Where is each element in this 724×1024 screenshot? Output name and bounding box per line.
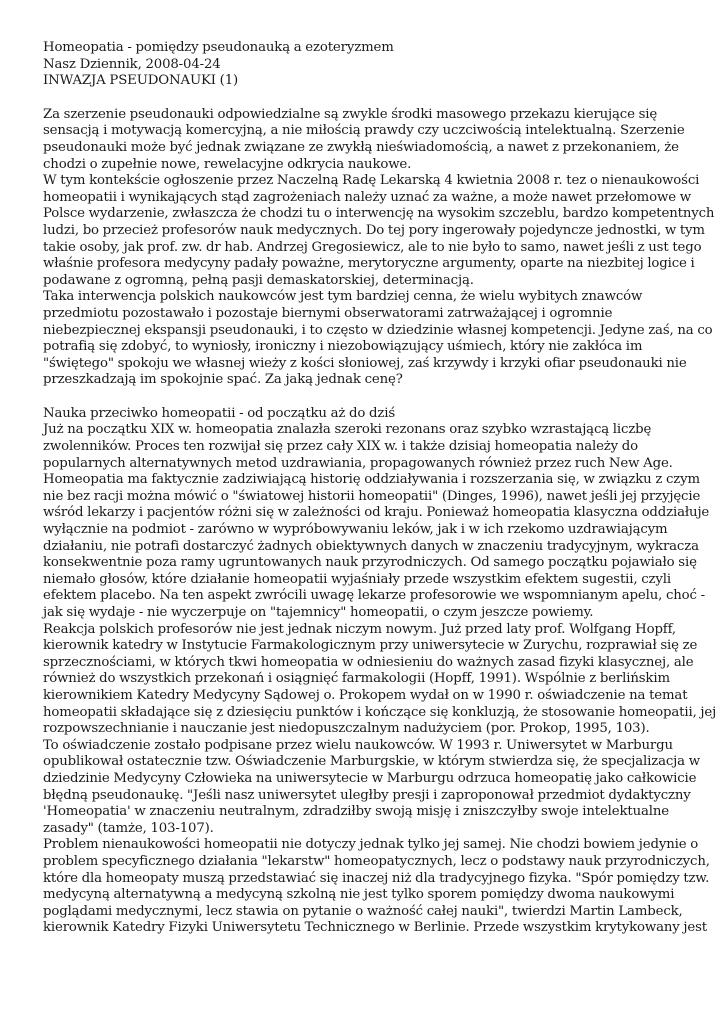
text-line: problem specyficznego działania "lekarstw" homeopatycznych, lecz o podstawy nauk przyrodniczych, (43, 853, 710, 869)
text-line: Polsce wydarzenie, zwłaszcza że chodzi tu o interwencję na wysokim szczeblu, bardzo kompetentnych (43, 206, 715, 222)
text-line: wśród lekarzy i pacjentów różni się w zależności od kraju. Ponieważ homeopatia klasyczna oddziałuje (43, 505, 710, 521)
text-line: działaniu, nie potrafi dostarczyć żadnych obiektywnych danych w znaczeniu tradycyjnym, wykracza (43, 538, 699, 554)
text-line: medycyną alternatywną a medycyną szkolną nie jest tylko sporem pomiędzy dwoma naukowymi (43, 887, 675, 903)
text-line: efektem placebo. Na ten aspekt zwrócili uwagę lekarze profesorowie we wspomnianym apelu, choć - (43, 588, 705, 604)
text-line: Już na początku XIX w. homeopatia znalazła szeroki rezonans oraz szybko wzrastającą liczbę (43, 422, 652, 438)
article-series: INWAZJA PSEUDONAUKI (1) (43, 73, 239, 89)
text-line: zwolenników. Proces ten rozwijał się przez cały XIX w. i także dzisiaj homeopatia należy do (43, 439, 639, 455)
text-line: poglądami medycznymi, lecz stawia on pytanie o ważność całej nauki", twierdzi Martin Lambeck, (43, 903, 683, 919)
text-line: ludzi, bo przecież profesorów nauk medycznych. Do tej pory ingerowały pojedyncze jednostki, w tym (43, 222, 705, 238)
document-page (43, 40, 717, 937)
text-line: właśnie profesora medycyny padały poważne, merytoryczne argumenty, oparte na niezbitej logice i (43, 256, 695, 272)
section-heading: Nauka przeciwko homeopatii - od początku aż do dziś (43, 405, 396, 421)
text-line: Taka interwencja polskich naukowców jest tym bardziej cenna, że wielu wybitych znawców (43, 289, 643, 305)
text-line: które dla homeopaty muszą przedstawiać się inaczej niż dla tradycyjnego fizyka. "Spór pomiędzy tzw. (43, 870, 710, 886)
section-intro (43, 106, 715, 389)
text-line: rozpowszechnianie i nauczanie jest niedopuszczalnym nadużyciem (por. Prokop, 1995, 103). (43, 721, 650, 737)
text-line: nie bez racji można mówić o "światowej historii homeopatii" (Dinges, 1996), nawet jeśli jej przyjęcie (43, 488, 701, 504)
text-line: przedmiotu pozostawało i pozostaje biernymi obserwatorami zatrważającej i ogromnie (43, 305, 613, 321)
text-line: chodzi o zupełnie nowe, rewelacyjne odkrycia naukowe. (43, 156, 412, 172)
text-line: Homeopatia ma faktycznie zadziwiającą historię oddziaływania i rozszerzania się, w związku z czym (43, 472, 700, 488)
text-line: niemało głosów, które działanie homeopatii wyjaśniały przede wszystkim efektem sugestii, czyli (43, 571, 671, 587)
text-line: "świętego" spokoju we własnej wieży z kości słoniowej, zaś krzywdy i krzyki ofiar pseudonauki nie (43, 355, 687, 371)
text-line: dziedzinie Medycyny Człowieka na uniwersytecie w Marburgu odrzuca homeopatię jako całkowicie (43, 770, 697, 786)
article-source: Nasz Dziennik, 2008-04-24 (43, 56, 221, 72)
text-line: kierownikiem Katedry Medycyny Sądowej o. Prokopem wydał on w 1990 r. oświadczenie na temat (43, 687, 688, 703)
text-line: jak się wydaje - nie wyczerpuje on "tajemnicy" homeopatii, o czym jeszcze powiemy. (43, 605, 594, 620)
text-line: wyłącznie na podmiot - zarówno w wypróbowywaniu leków, jak i w ich rzekomo uzdrawiającym (43, 522, 668, 538)
text-line: sprzecznościami, w których tkwi homeopatia w odniesieniu do ważnych zasad fizyki klasycznej, ale (43, 654, 694, 670)
text-line: popularnych alternatywnych metod uzdrawiania, propagowanych również przez ruch New Age. (43, 455, 673, 471)
text-line: homeopatii składające się z dziesięciu punktów i kończące się konkluzją, że stosowanie homeopatii, jej (43, 704, 717, 720)
section-history (43, 422, 717, 936)
text-line: Za szerzenie pseudonauki odpowiedzialne są zwykle środki masowego przekazu kierujące się (43, 106, 658, 122)
text-line: kierownik katedry w Instytucie Farmakologicznym przy uniwersytecie w Zurychu, rozprawiał się ze (43, 638, 698, 654)
text-line: takie osoby, jak prof. zw. dr hab. Andrzej Gregosiewicz, ale to nie było to samo, nawet jeśli z ust tego (43, 239, 702, 255)
text-line: opublikował ostatecznie tzw. Oświadczenie Marburgskie, w którym stwierdza się, że specjalizacja w (43, 754, 700, 770)
text-line: pseudonauki może być jednak związane ze zwykłą nieświadomością, a nawet z przekonaniem, że (43, 139, 679, 155)
text-line: W tym kontekście ogłoszenie przez Naczelną Radę Lekarską 4 kwietnia 2008 r. tez o nienaukowości (43, 173, 700, 189)
text-line: konsekwentnie poza ramy ugruntowanych nauk przyrodniczych. Od samego początku pojawiało się (43, 555, 697, 571)
text-line: niebezpiecznej ekspansji pseudonauki, i to często w dziedzinie własnej kompetencji. Jedyne zaś, na co (43, 322, 713, 338)
article-title: Homeopatia - pomiędzy pseudonauką a ezoteryzmem (43, 40, 394, 55)
text-line: potrafią się zdobyć, to wyniosły, ironiczny i niezobowiązujący uśmiech, który nie zakłóca im (43, 339, 643, 355)
text-line: również do wszystkich przekonań i osiągnięć farmakologii (Hopff, 1991). Wspólnie z berlińskim (43, 671, 670, 687)
text-line: przeszkadzają im spokojnie spać. Za jaką jednak cenę? (43, 372, 403, 388)
text-line: 'Homeopatia' w znaczeniu neutralnym, zdradziłby swoją misję i zniszczyłby swoje intelektualne (43, 804, 670, 820)
text-line: podawane z ogromną, pełną pasji demaskatorskiej, determinacją. (43, 272, 474, 288)
paragraph-gap (43, 90, 693, 107)
text-line: błędną pseudonaukę. "Jeśli nasz uniwersytet uległby presji i zaproponował przedmiot dydaktyczny (43, 787, 691, 803)
text-line: kierownik Katedry Fizyki Uniwersytetu Technicznego w Berlinie. Przede wszystkim krytykowany jest (43, 920, 707, 936)
text-line: zasady" (tamże, 103-107). (43, 820, 214, 836)
paragraph-gap (43, 389, 693, 406)
text-line: Problem nienaukowości homeopatii nie dotyczy jednak tylko jej samej. Nie chodzi bowiem jedynie o (43, 837, 699, 853)
text-line: homeopatii i wynikających stąd zagrożeniach należy uznać za ważne, a może nawet przełomowe w (43, 189, 691, 205)
text-line: sensacją i motywacją komercyjną, a nie miłością prawdy czy uczciwością intelektualną. Szerzenie (43, 123, 685, 139)
text-line: Reakcja polskich profesorów nie jest jednak niczym nowym. Już przed laty prof. Wolfgang Hopff, (43, 621, 676, 637)
text-line: To oświadczenie zostało podpisane przez wielu naukowców. W 1993 r. Uniwersytet w Marburgu (43, 737, 673, 753)
